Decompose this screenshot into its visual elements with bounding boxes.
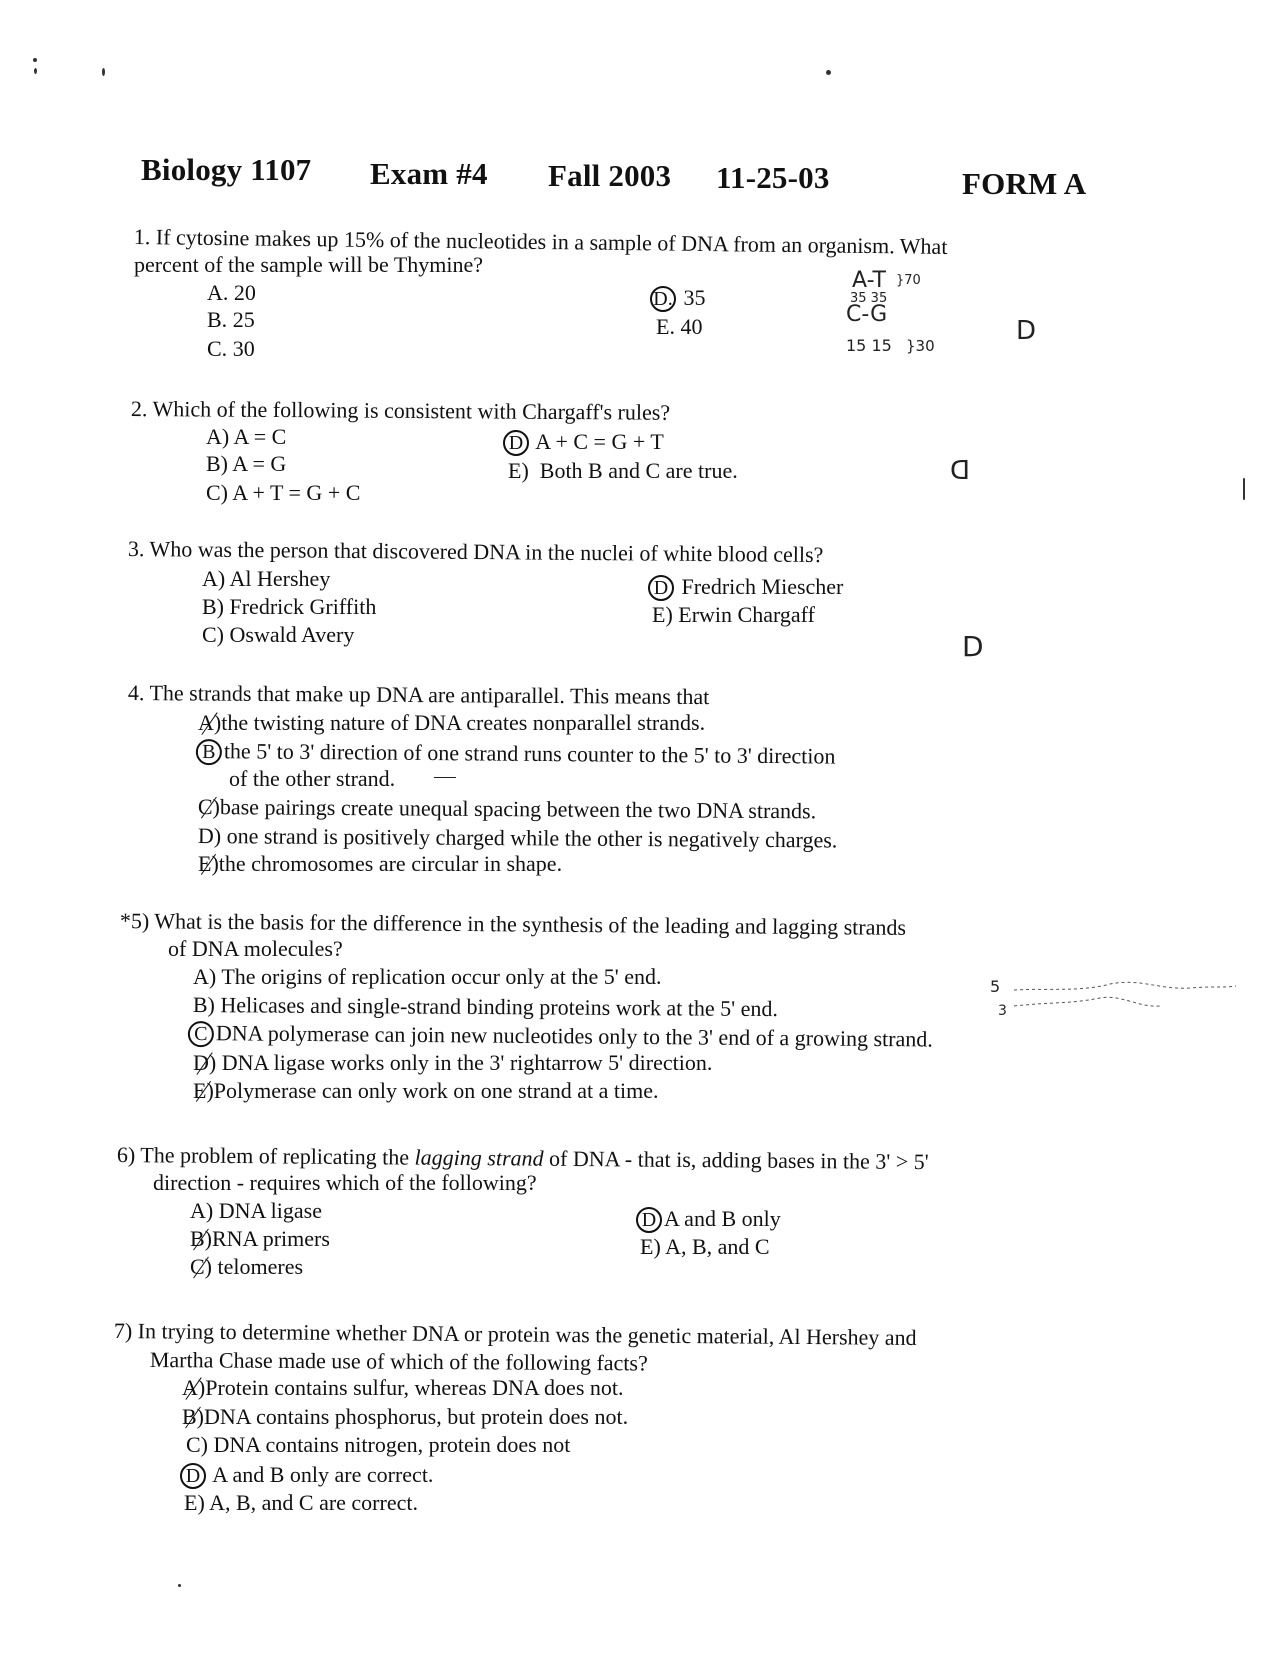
question-text-line: If cytosine makes up 15% of the nucleotides in a sample of DNA from an organism. What	[155, 224, 948, 259]
exam-form: FORM A	[962, 166, 1087, 201]
course-title: Biology 1107	[141, 152, 312, 187]
scan-speck	[826, 70, 831, 75]
circled-answer-mark: D	[636, 1207, 662, 1233]
q2-option-e: E) Both B and C are true.	[508, 458, 738, 483]
q2-option-c: C) A + T = G + C	[206, 480, 361, 505]
question-number: 3.	[127, 536, 145, 562]
q1-option-e: E. 40	[656, 314, 703, 339]
q7-option-a: A)Protein contains sulfur, whereas DNA does not.	[182, 1375, 624, 1400]
q5-option-b: B) Helicases and single-strand binding proteins work at the 5' end.	[192, 992, 778, 1022]
q4-option-b-selected: B the 5' to 3' direction of one strand runs counter to the 5' to 3' direction	[196, 738, 836, 771]
q5-option-c-selected: C DNA polymerase can join new nucleotides only to the 3' end of a growing strand.	[188, 1020, 933, 1054]
q1-option-c: C. 30	[207, 336, 255, 361]
q5-option-e: E)Polymerase can only work on one strand at a time.	[193, 1078, 659, 1103]
q3-option-a: A) Al Hershey	[202, 566, 331, 591]
handwritten-15-15: 15 15	[846, 336, 892, 355]
handwritten-sum-70: }70	[896, 273, 921, 288]
question-text-line: Which of the following is consistent with Chargaff's rules?	[152, 396, 671, 425]
question-number: 4.	[127, 680, 145, 706]
handwritten-answer-d: D	[962, 630, 984, 663]
question-7-stem-cont: Martha Chase made use of which of the following facts?	[149, 1347, 648, 1376]
question-number: *5)	[119, 908, 150, 934]
question-text-line: The strands that make up DNA are antiparallel. This means that	[149, 680, 710, 710]
handwritten-answer-d: D	[950, 456, 971, 486]
q4-option-a: A)the twisting nature of DNA creates nonparallel strands.	[198, 710, 706, 735]
handwritten-sum-30: }30	[906, 337, 935, 355]
q1-option-a: A. 20	[207, 280, 256, 305]
q7-option-e: E) A, B, and C are correct.	[184, 1490, 418, 1515]
q3-option-b: B) Fredrick Griffith	[202, 594, 377, 619]
q4-option-c: C)base pairings create unequal spacing between the two DNA strands.	[197, 794, 817, 824]
q4-option-d: D) one strand is positively charged while the other is negatively charges.	[197, 823, 838, 853]
circled-answer-mark: B	[196, 739, 222, 765]
q5-option-d: D) DNA ligase works only in the 3' rightarrow 5' direction.	[193, 1050, 713, 1075]
crossed-out-letter: C)	[190, 1254, 212, 1279]
question-4-stem	[128, 680, 710, 710]
question-text-line: Who was the person that discovered DNA in the nuclei of white blood cells?	[149, 536, 824, 568]
crossed-out-letter: D)	[193, 1050, 217, 1075]
handwritten-a-t: A-T	[852, 268, 886, 293]
q3-option-d-selected: D Fredrich Miescher	[648, 574, 843, 601]
question-3-stem	[128, 536, 824, 568]
circled-answer-mark: C	[188, 1021, 214, 1047]
handwritten-35-35: 35 35	[850, 291, 888, 306]
circled-answer-mark: D	[503, 430, 529, 456]
question-7-stem	[114, 1318, 917, 1351]
q6-option-d-selected: D A and B only	[636, 1206, 781, 1233]
q3-option-e: E) Erwin Chargaff	[652, 602, 815, 627]
crossed-out-letter: A)	[198, 710, 222, 735]
scan-speck	[33, 58, 37, 62]
q2-option-b: B) A = G	[206, 451, 287, 476]
question-number: 1.	[133, 224, 151, 250]
crossed-out-letter: E)	[193, 1078, 214, 1103]
crossed-out-letter: E)	[198, 851, 219, 876]
circled-answer-mark: D	[648, 575, 674, 601]
handwritten-arrow	[434, 777, 456, 778]
question-text-line: What is the basis for the difference in the synthesis of the leading and lagging strands	[154, 908, 907, 940]
question-6-stem-cont: direction - requires which of the following?	[153, 1170, 537, 1195]
q2-option-d-selected: D A + C = G + T	[503, 429, 664, 456]
scan-speck	[178, 1584, 181, 1587]
q4-option-e: E)the chromosomes are circular in shape.	[198, 851, 563, 876]
q4-option-b-cont: of the other strand.	[229, 766, 396, 791]
crossed-out-letter: B)	[190, 1226, 212, 1251]
handwritten-strand-sketch	[1010, 978, 1240, 1018]
exam-term: Fall 2003	[548, 158, 672, 193]
question-1-stem-cont: percent of the sample will be Thymine?	[134, 252, 484, 277]
q7-option-c: C) DNA contains nitrogen, protein does not	[186, 1432, 571, 1457]
scan-speck	[1243, 478, 1245, 500]
q5-option-a: A) The origins of replication occur only at the 5' end.	[193, 964, 662, 989]
question-number: 2.	[130, 396, 148, 422]
q6-option-a: A) DNA ligase	[190, 1198, 322, 1223]
question-6-stem: 6) The problem of replicating the lagging strand of DNA - that is, adding bases in the 3' > 5'	[116, 1142, 929, 1175]
q7-option-d-selected: D A and B only are correct.	[180, 1462, 433, 1489]
q2-option-a: A) A = C	[206, 424, 287, 449]
question-5-stem-cont: of DNA molecules?	[168, 936, 343, 961]
scan-speck	[34, 68, 37, 74]
handwritten-three: 3	[998, 1003, 1007, 1019]
emphasis-lagging-strand: lagging strand	[414, 1144, 544, 1171]
circled-answer-mark: D.	[650, 286, 676, 312]
handwritten-c-g: C-G	[846, 302, 888, 327]
q7-option-b: B)DNA contains phosphorus, but protein does not.	[182, 1404, 629, 1429]
exam-date: 11-25-03	[716, 160, 830, 195]
question-2-stem	[131, 396, 670, 426]
question-number: 7)	[113, 1318, 133, 1344]
question-number: 6)	[116, 1142, 136, 1168]
q6-option-c: C) telomeres	[190, 1254, 304, 1279]
crossed-out-letter: C)	[197, 794, 220, 820]
scan-speck	[102, 68, 105, 76]
q1-option-d-selected: D. 35	[650, 285, 706, 312]
q6-option-b: B)RNA primers	[190, 1226, 330, 1251]
q1-option-b: B. 25	[207, 307, 255, 332]
q6-option-e: E) A, B, and C	[640, 1234, 770, 1259]
circled-answer-mark: D	[180, 1463, 206, 1489]
crossed-out-letter: A)	[182, 1375, 206, 1400]
q3-option-c: C) Oswald Avery	[202, 622, 355, 647]
crossed-out-letter: B)	[182, 1404, 204, 1429]
handwritten-five: 5	[990, 977, 1001, 996]
question-text-line: In trying to determine whether DNA or protein was the genetic material, Al Hershey and	[137, 1318, 917, 1351]
exam-number: Exam #4	[370, 156, 488, 191]
handwritten-answer-d: D	[1016, 316, 1037, 346]
